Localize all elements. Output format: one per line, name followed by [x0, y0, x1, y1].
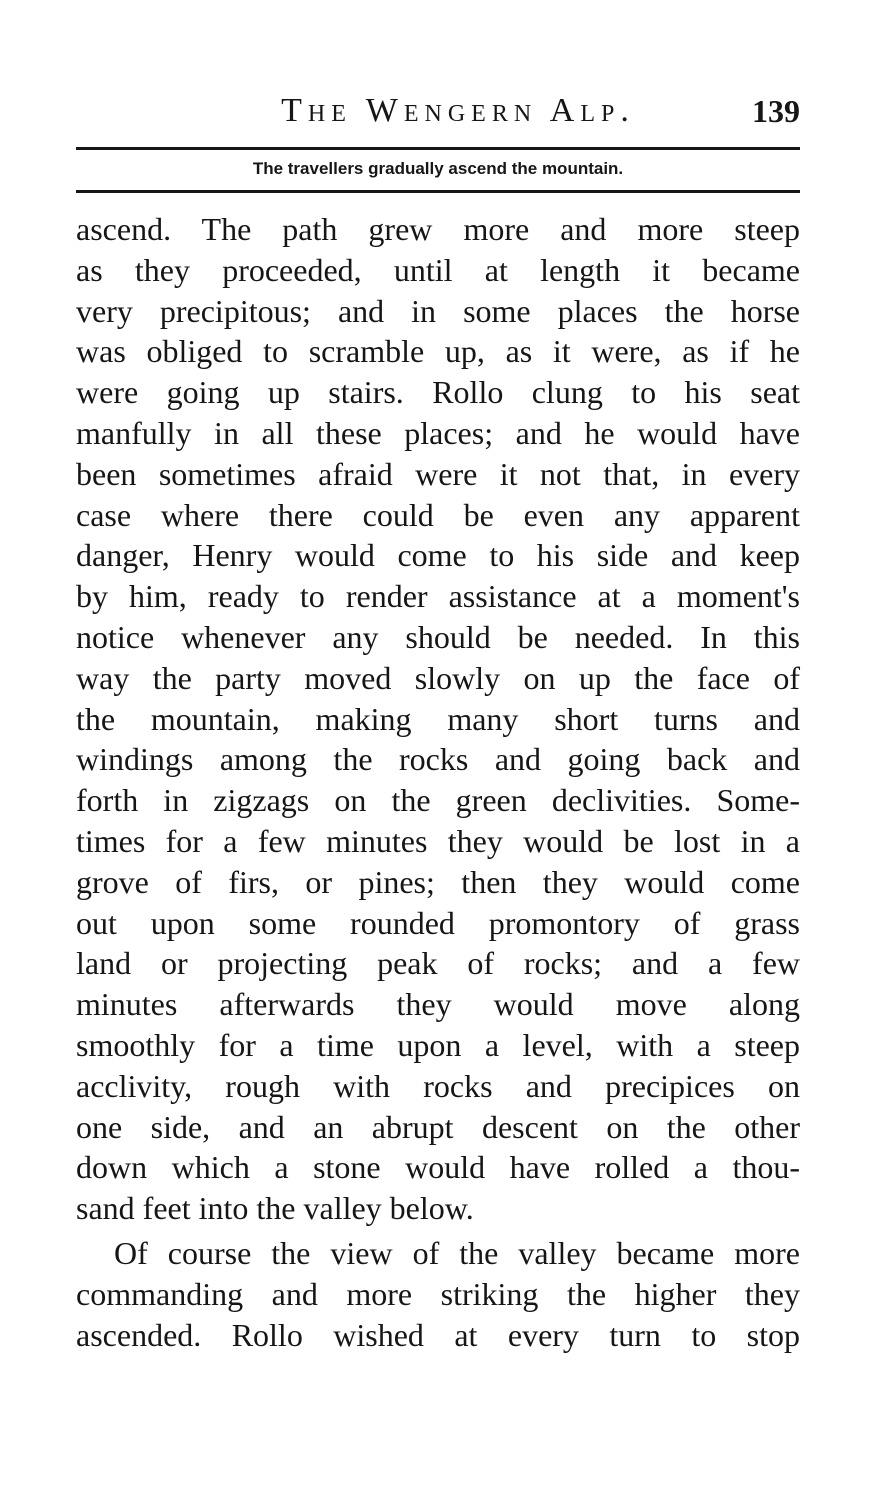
text-line: way the party moved slowly on up the face of: [76, 659, 800, 696]
text-line: the mountain, making many short turns and: [76, 700, 800, 737]
text-line: down which a stone would have rolled a thou-: [76, 1149, 800, 1186]
text-line: one side, and an abrupt descent on the other: [76, 1108, 800, 1145]
text-line: out upon some rounded promontory of grass: [76, 904, 800, 941]
running-title: The Wengern Alp.: [281, 92, 635, 129]
text-line: were going up stairs. Rollo clung to his seat: [76, 374, 800, 411]
text-line: commanding and more striking the higher they: [76, 1275, 800, 1312]
text-line: danger, Henry would come to his side and keep: [76, 537, 800, 574]
text-line: ascended. Rollo wished at every turn to stop: [76, 1316, 800, 1353]
text-line: case where there could be even any apparent: [76, 496, 800, 533]
text-line: very precipitous; and in some places the horse: [76, 292, 800, 329]
text-line: manfully in all these places; and he would have: [76, 414, 800, 451]
text-line: grove of firs, or pines; then they would come: [76, 863, 800, 900]
text-line: sand feet into the valley below.: [76, 1190, 474, 1227]
bottom-rule: [76, 190, 800, 193]
top-rule: [76, 147, 800, 150]
text-line: land or projecting peak of rocks; and a few: [76, 945, 800, 982]
text-line: acclivity, rough with rocks and precipices on: [76, 1067, 800, 1104]
text-line: minutes afterwards they would move along: [76, 986, 800, 1023]
text-line: times for a few minutes they would be lost in a: [76, 822, 800, 859]
running-head: [76, 88, 800, 134]
body-text: [76, 209, 800, 1355]
text-line: forth in zigzags on the green declivities. Some-: [76, 782, 800, 819]
paragraph-1: [76, 209, 800, 1229]
text-line: smoothly for a time upon a level, with a steep: [76, 1026, 800, 1063]
text-line: notice whenever any should be needed. In this: [76, 618, 800, 655]
text-line: by him, ready to render assistance at a moment's: [76, 578, 800, 615]
text-line: ascend. The path grew more and more steep: [76, 211, 800, 247]
text-line: was obliged to scramble up, as it were, as if he: [76, 333, 800, 370]
text-line: windings among the rocks and going back and: [76, 741, 800, 778]
paragraph-2: [76, 1233, 800, 1355]
chapter-subheading: The travellers gradually ascend the mountain.: [252, 159, 624, 178]
text-line: Of course the view of the valley became more: [114, 1234, 800, 1271]
page-number: 139: [752, 93, 800, 129]
text-line: been sometimes afraid were it not that, in every: [76, 455, 800, 492]
text-line: as they proceeded, until at length it became: [76, 251, 800, 288]
